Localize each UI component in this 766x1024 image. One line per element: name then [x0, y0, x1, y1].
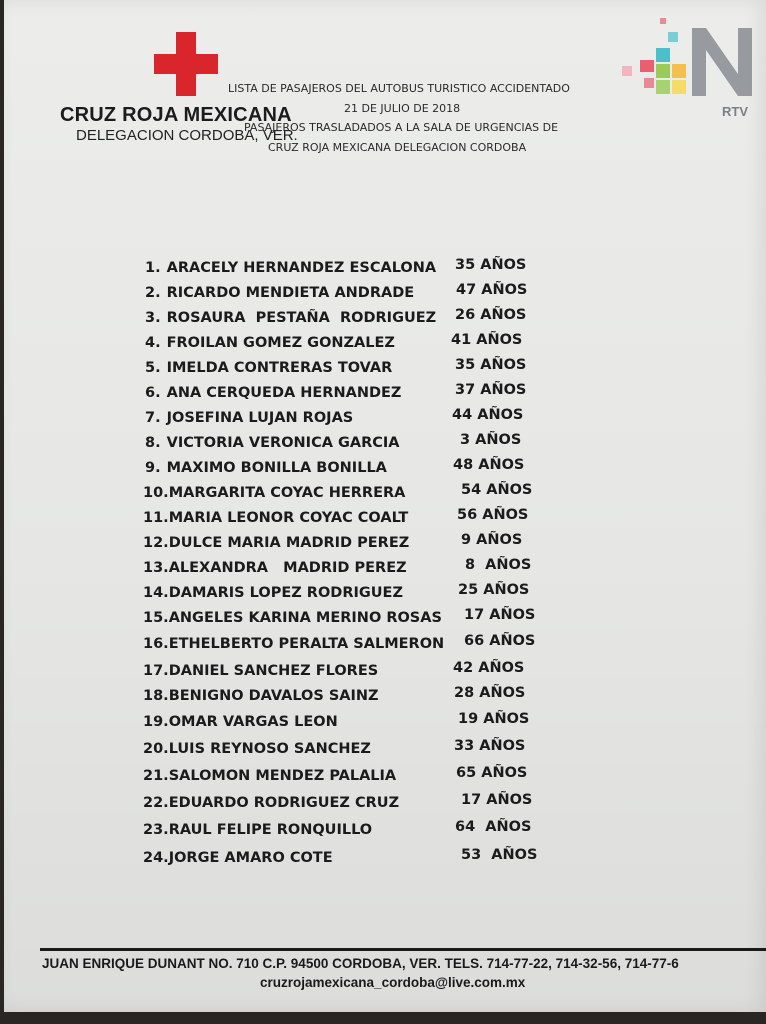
passenger-number: 7. — [145, 410, 161, 426]
passenger-row — [145, 410, 353, 426]
passenger-name: FROILAN GOMEZ GONZALEZ — [166, 335, 395, 351]
passenger-age: 41 AÑOS — [451, 332, 523, 348]
passenger-number: 17. — [143, 663, 169, 679]
delegation-name: DELEGACION CORDOBA, VER. — [76, 127, 298, 144]
passenger-row — [143, 560, 407, 576]
passenger-name: ALEXANDRA MADRID PEREZ — [168, 560, 407, 576]
passenger-name: EDUARDO RODRIGUEZ CRUZ — [168, 795, 400, 811]
passenger-name: IMELDA CONTRERAS TOVAR — [166, 360, 393, 376]
passenger-row — [145, 310, 436, 326]
passenger-number: 10. — [143, 485, 169, 501]
footer-address: JUAN ENRIQUE DUNANT NO. 710 C.P. 94500 CORDOBA, VER. TELS. 714-77-22, 714-32-56, 714-77-6 — [42, 956, 679, 971]
document-page — [4, 0, 766, 1012]
passenger-age: 65 AÑOS — [456, 765, 528, 781]
passenger-age: 3 AÑOS — [460, 432, 522, 448]
passenger-name: ANGELES KARINA MERINO ROSAS — [168, 610, 442, 626]
passenger-name: DANIEL SANCHEZ FLORES — [168, 663, 379, 679]
passenger-row — [143, 822, 372, 838]
passenger-row — [143, 741, 371, 757]
passenger-number: 12. — [143, 535, 169, 551]
passenger-row — [145, 435, 400, 451]
passenger-number: 20. — [143, 741, 169, 757]
passenger-name: ARACELY HERNANDEZ ESCALONA — [166, 260, 437, 276]
passenger-number: 1. — [145, 260, 161, 276]
passenger-name: RAUL FELIPE RONQUILLO — [168, 822, 373, 838]
passenger-age: 48 AÑOS — [453, 457, 525, 473]
footer-email: cruzrojamexicana_cordoba@live.com.mx — [260, 975, 526, 990]
list-subtitle-line2: CRUZ ROJA MEXICANA DELEGACION CORDOBA — [268, 141, 527, 154]
passenger-number: 15. — [143, 610, 169, 626]
passenger-number: 5. — [145, 360, 161, 376]
passenger-number: 13. — [143, 560, 169, 576]
passenger-name: ANA CERQUEDA HERNANDEZ — [166, 385, 402, 401]
passenger-name: OMAR VARGAS LEON — [168, 714, 338, 730]
passenger-age: 17 AÑOS — [464, 607, 536, 623]
passenger-name: JOSEFINA LUJAN ROJAS — [166, 410, 354, 426]
passenger-number: 18. — [143, 688, 169, 704]
passenger-row — [145, 260, 436, 276]
passenger-number: 14. — [143, 585, 169, 601]
passenger-number: 24. — [143, 850, 169, 866]
passenger-row — [143, 610, 442, 626]
passenger-age: 25 AÑOS — [458, 582, 530, 598]
passenger-number: 3. — [145, 310, 161, 326]
passenger-row — [143, 510, 408, 526]
passenger-age: 37 AÑOS — [455, 382, 527, 398]
list-subtitle-line1: PASAJEROS TRASLADADOS A LA SALA DE URGENCIAS DE — [244, 121, 559, 134]
passenger-number: 2. — [145, 285, 161, 301]
passenger-age: 42 AÑOS — [453, 660, 525, 676]
footer-divider — [40, 948, 766, 951]
passenger-number: 19. — [143, 714, 169, 730]
passenger-number: 6. — [145, 385, 161, 401]
passenger-age: 35 AÑOS — [455, 257, 527, 273]
red-cross-logo — [154, 32, 218, 96]
passenger-age: 8 AÑOS — [465, 557, 532, 573]
passenger-age: 9 AÑOS — [461, 532, 523, 548]
passenger-age: 47 AÑOS — [456, 282, 528, 298]
rtv-label: RTV — [722, 104, 748, 119]
passenger-name: DULCE MARIA MADRID PEREZ — [168, 535, 410, 551]
passenger-row — [143, 714, 338, 730]
passenger-age: 26 AÑOS — [455, 307, 527, 323]
passenger-age: 33 AÑOS — [454, 738, 526, 754]
organization-name: CRUZ ROJA MEXICANA — [60, 104, 292, 126]
passenger-row — [145, 460, 387, 476]
passenger-age: 28 AÑOS — [454, 685, 526, 701]
passenger-age: 66 AÑOS — [464, 633, 536, 649]
passenger-age: 54 AÑOS — [461, 482, 533, 498]
passenger-age: 53 AÑOS — [461, 847, 538, 863]
passenger-number: 8. — [145, 435, 161, 451]
passenger-name: MARGARITA COYAC HERRERA — [168, 485, 406, 501]
passenger-name: VICTORIA VERONICA GARCIA — [166, 435, 400, 451]
passenger-row — [143, 535, 409, 551]
passenger-age: 56 AÑOS — [457, 507, 529, 523]
passenger-row — [143, 663, 378, 679]
passenger-number: 23. — [143, 822, 169, 838]
passenger-age: 17 AÑOS — [461, 792, 533, 808]
passenger-number: 4. — [145, 335, 161, 351]
passenger-row — [143, 485, 405, 501]
passenger-row — [143, 585, 403, 601]
passenger-number: 16. — [143, 636, 169, 652]
passenger-number: 21. — [143, 768, 169, 784]
passenger-name: SALOMON MENDEZ PALALIA — [168, 768, 397, 784]
passenger-age: 35 AÑOS — [455, 357, 527, 373]
passenger-row — [143, 850, 333, 866]
passenger-age: 64 AÑOS — [455, 819, 532, 835]
passenger-name: ETHELBERTO PERALTA SALMERON — [168, 636, 445, 652]
passenger-name: DAMARIS LOPEZ RODRIGUEZ — [168, 585, 403, 601]
passenger-row — [143, 768, 396, 784]
rtv-logo-icon — [622, 12, 762, 122]
passenger-row — [143, 636, 444, 652]
passenger-name: LUIS REYNOSO SANCHEZ — [168, 741, 371, 757]
list-date: 21 DE JULIO DE 2018 — [344, 102, 461, 115]
passenger-number: 22. — [143, 795, 169, 811]
passenger-row — [145, 335, 395, 351]
passenger-row — [143, 688, 379, 704]
passenger-age: 44 AÑOS — [452, 407, 524, 423]
passenger-row — [143, 795, 399, 811]
passenger-age: 19 AÑOS — [458, 711, 530, 727]
passenger-name: MARIA LEONOR COYAC COALT — [168, 510, 409, 526]
passenger-number: 11. — [143, 510, 169, 526]
passenger-row — [145, 385, 401, 401]
passenger-name: RICARDO MENDIETA ANDRADE — [166, 285, 415, 301]
passenger-name: BENIGNO DAVALOS SAINZ — [168, 688, 379, 704]
list-title: LISTA DE PASAJEROS DEL AUTOBUS TURISTICO ACCIDENTADO — [228, 82, 570, 95]
passenger-name: MAXIMO BONILLA BONILLA — [166, 460, 387, 476]
passenger-name: JORGE AMARO COTE — [168, 850, 333, 866]
passenger-row — [145, 285, 414, 301]
passenger-row — [145, 360, 392, 376]
passenger-number: 9. — [145, 460, 161, 476]
passenger-name: ROSAURA PESTAÑA RODRIGUEZ — [166, 310, 437, 326]
